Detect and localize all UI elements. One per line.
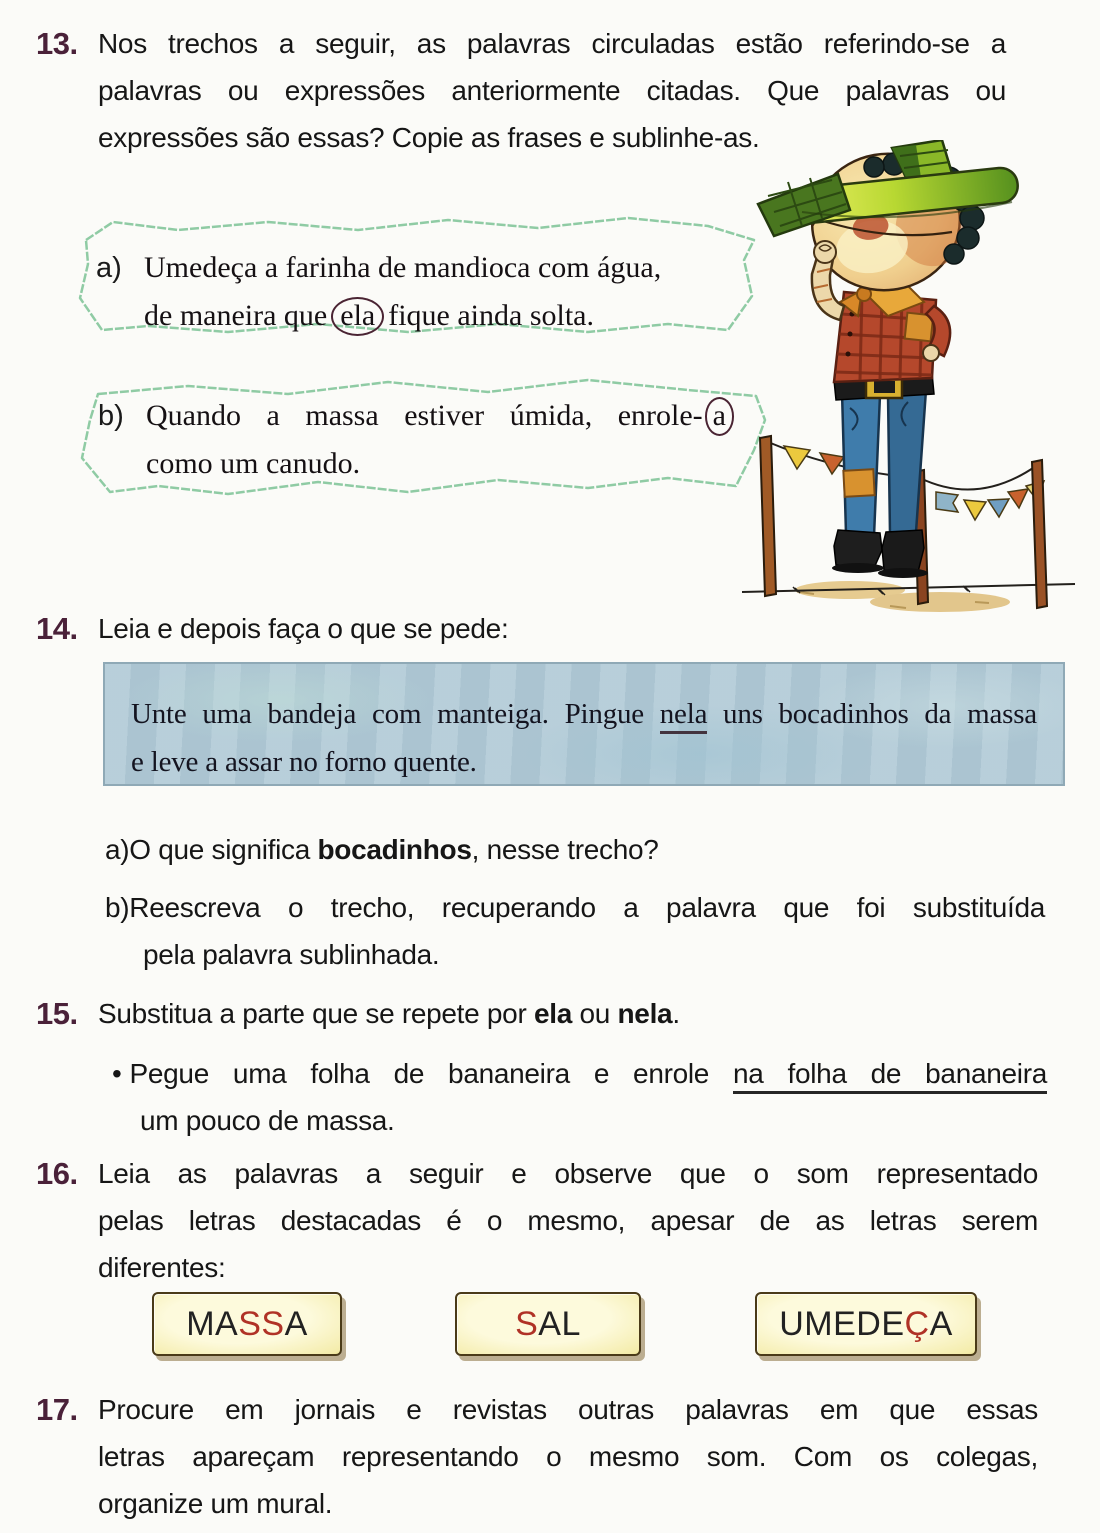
question-17 [36, 1386, 1038, 1527]
question-16-text [98, 1150, 1038, 1291]
highlighted-letter-cedilla: Ç [904, 1304, 930, 1343]
circled-word-ela: ela [331, 297, 384, 336]
question-14-title: Leia e depois faça o que se pede: [98, 613, 509, 644]
word-card-umedeca: UMEDE Ç A [755, 1292, 977, 1356]
bullet-point: • [112, 1058, 122, 1089]
bold-word-nela: nela [617, 998, 673, 1029]
word-card-massa: MA SS A [152, 1292, 342, 1356]
question-13-line-1: Nos trechos a seguir, as palavras circuladas estão referindo-se a [98, 28, 1006, 59]
circled-word-a: a [705, 397, 734, 436]
item-b-label: b) [105, 892, 130, 923]
item-b-line-1: b)Reescreva o trecho, recuperando a palavra que foi substituída [105, 892, 1045, 923]
excerpt-b-line-1: Quando a massa estiver úmida, enrole- a [146, 392, 735, 440]
excerpt-a-text [144, 244, 661, 340]
item-b-line-2: pela palavra sublinhada. [143, 939, 440, 970]
underlined-phrase: na folha de bananeira [733, 1058, 1047, 1094]
excerpt-b-line-2: como um canudo. [146, 447, 361, 480]
excerpt-a-box [68, 200, 768, 360]
question-17-line-1: Procure em jornais e revistas outras palavras em que essas [98, 1394, 1038, 1425]
excerpt-b-box [68, 368, 773, 518]
excerpt-b-text [146, 392, 735, 488]
question-16-line-1: Leia as palavras a seguir e observe que o som representado [98, 1158, 1038, 1189]
bold-word-ela: ela [533, 998, 572, 1029]
question-17-text [98, 1386, 1038, 1527]
highlighted-letters-ss: SS [238, 1304, 285, 1343]
question-16 [36, 1150, 1038, 1291]
right-hand [923, 345, 939, 361]
question-15 [36, 990, 680, 1037]
question-13-number: 13. [36, 26, 78, 61]
bold-word-bocadinhos: bocadinhos [317, 834, 472, 865]
bullet-line-1: • Pegue uma folha de bananeira e enrole na folha de bananeira [112, 1050, 1047, 1097]
question-17-line-2: letras apareçam representando o mesmo som. Com os colegas, [98, 1441, 1038, 1472]
highlighted-letter-s: S [515, 1304, 539, 1343]
excerpt-a-line-2: de maneira que ela fique ainda solta. [144, 292, 661, 340]
word-card-sal: S AL [455, 1292, 641, 1356]
boy-illustration [740, 140, 1100, 615]
excerpt-a-label: a) [96, 252, 122, 284]
jeans-patch [843, 469, 874, 497]
underlined-word-nela: nela [660, 698, 708, 734]
quote-line-1: Unte uma bandeja com manteiga. Pingue nela uns bocadinhos da massa [131, 690, 1037, 738]
question-16-number: 16. [36, 1156, 78, 1191]
boots [832, 530, 928, 578]
question-16-line-3: diferentes: [98, 1252, 226, 1283]
question-14-item-b [105, 884, 1045, 978]
question-13-line-2: palavras ou expressões anteriormente citadas. Que palavras ou [98, 75, 1006, 106]
question-14-number: 14. [36, 611, 78, 646]
bullet-line-2: um pouco de massa. [140, 1105, 395, 1136]
question-16-line-2: pelas letras destacadas é o mesmo, apesar de as letras serem [98, 1205, 1038, 1236]
question-17-number: 17. [36, 1392, 78, 1427]
quote-line-2: e leve a assar no forno quente. [131, 746, 477, 778]
question-13-line-3: expressões são essas? Copie as frases e sublinhe-as. [98, 122, 760, 153]
question-17-line-3: organize um mural. [98, 1488, 333, 1519]
question-15-title: Substitua a parte que se repete por ela ou nela. [98, 998, 680, 1029]
question-15-bullet-item [112, 1050, 1047, 1144]
excerpt-b-label: b) [98, 400, 124, 432]
question-15-number: 15. [36, 996, 78, 1031]
question-14 [36, 605, 508, 652]
question-14-item-a: a)O que significa bocadinhos, nesse trecho? [105, 834, 659, 865]
excerpt-a-line-1: Umedeça a farinha de mandioca com água, [144, 251, 662, 284]
item-a-label: a) [105, 834, 130, 865]
quote-box [103, 662, 1065, 786]
